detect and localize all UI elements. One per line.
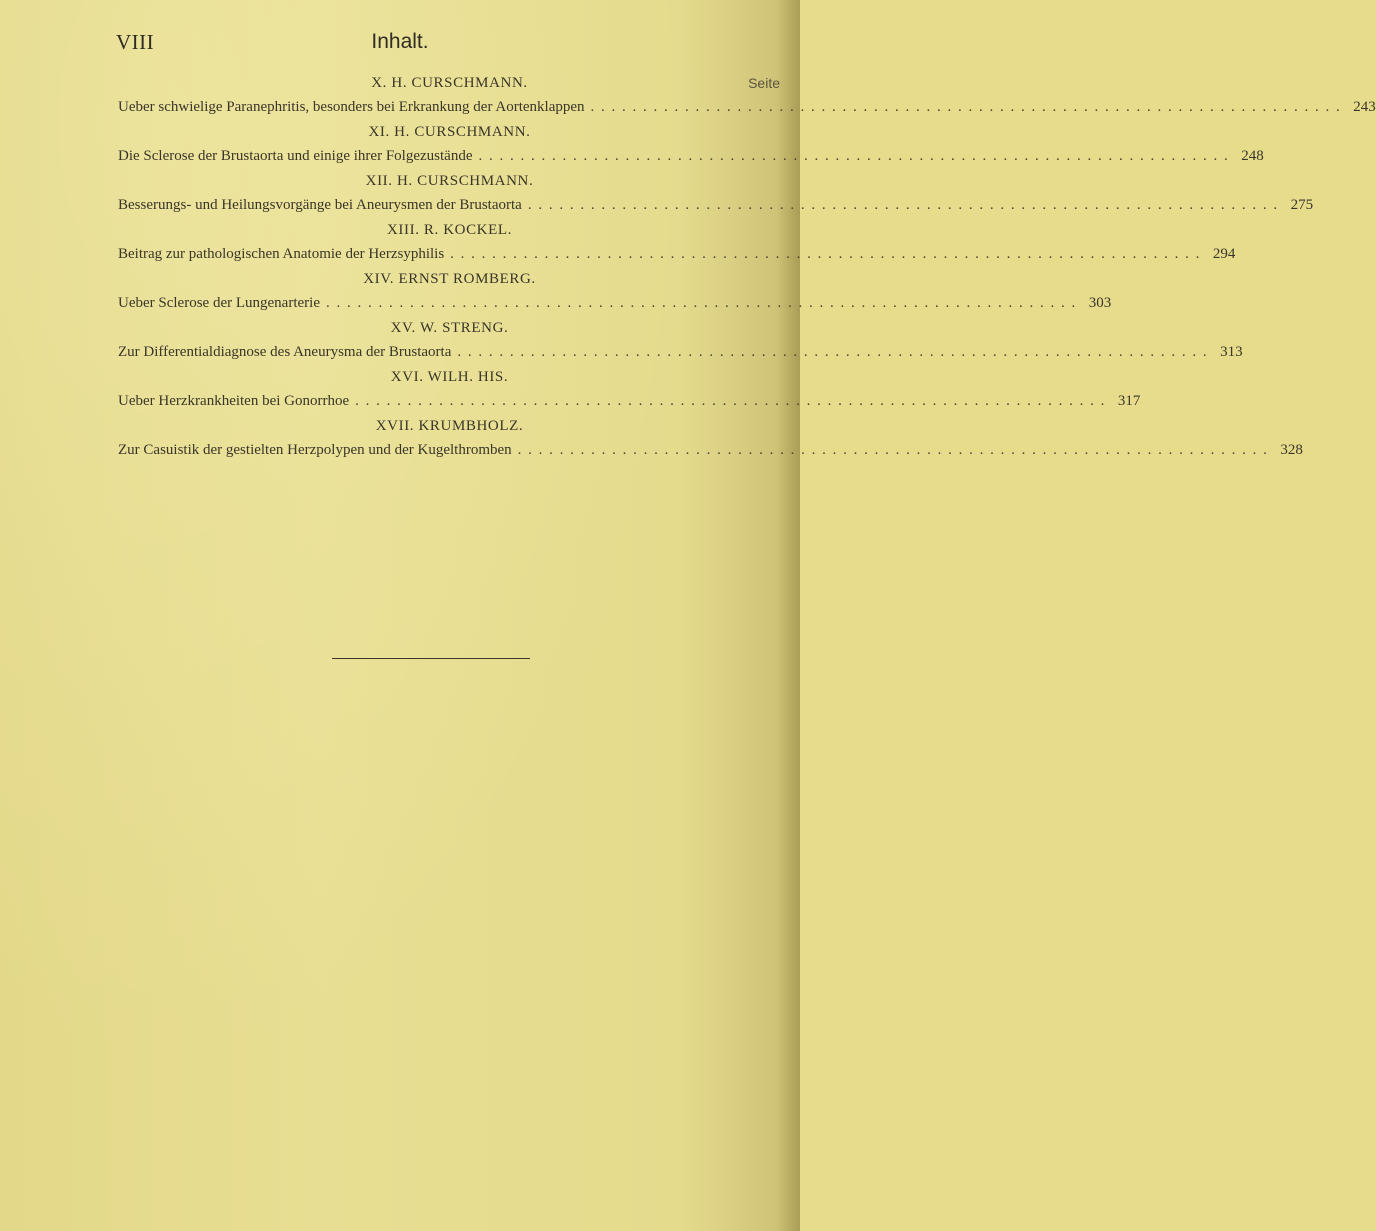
toc-title: Besserungs- und Heilungsvorgänge bei Aneurysmen der Brustaorta [118, 197, 522, 213]
toc-author: XVI. WILH. HIS. [390, 369, 509, 385]
table-of-contents [118, 71, 1376, 463]
toc-title: Ueber Sclerose der Lungenarterie [118, 295, 320, 311]
toc-page: 303 [1088, 295, 1112, 311]
toc-line [118, 340, 1243, 365]
toc-title: Die Sclerose der Brustaorta und einige ihrer Folgezustände [118, 148, 473, 164]
toc-title: Ueber schwielige Paranephritis, besonders bei Erkrankung der Aortenklappen [118, 99, 585, 115]
toc-entry [118, 365, 1141, 414]
page-title: Inhalt. [371, 30, 429, 53]
toc-entry [118, 267, 1112, 316]
toc-author: XII. H. CURSCHMANN. [365, 173, 534, 189]
dot-leader [591, 95, 1340, 120]
end-rule [332, 658, 530, 659]
toc-page: 248 [1241, 148, 1264, 164]
toc-page: 243 [1353, 99, 1376, 115]
toc-author: X. H. CURSCHMANN. [371, 75, 528, 91]
toc-page: 294 [1212, 246, 1236, 262]
toc-author: XI. H. CURSCHMANN. [368, 124, 531, 140]
toc-title: Zur Casuistik der gestielten Herzpolypen und der Kugelthromben [118, 442, 512, 458]
seite-label: Seite [748, 75, 780, 91]
toc-line [118, 438, 1303, 463]
toc-author: XV. W. STRENG. [390, 320, 509, 336]
toc-page: 313 [1220, 344, 1243, 360]
toc-entry [118, 414, 1303, 463]
toc-title: Beitrag zur pathologischen Anatomie der Herzsyphilis [118, 246, 445, 262]
dot-leader [457, 340, 1206, 365]
toc-entry [118, 120, 1264, 169]
toc-line [118, 95, 1376, 120]
toc-page: 328 [1280, 442, 1303, 458]
toc-line [118, 291, 1112, 316]
toc-title: Ueber Herzkrankheiten bei Gonorrhoe [118, 393, 350, 409]
toc-page: 317 [1117, 393, 1141, 409]
dot-leader [450, 242, 1199, 267]
toc-entry [118, 71, 1376, 120]
toc-entry [118, 218, 1236, 267]
toc-line [118, 144, 1264, 169]
toc-page: 275 [1290, 197, 1314, 213]
toc-entry [118, 316, 1243, 365]
dot-leader [478, 144, 1227, 169]
dot-leader [528, 193, 1277, 218]
toc-line [118, 242, 1236, 267]
toc-line [118, 193, 1314, 218]
page-number: VIII [116, 30, 155, 54]
dot-leader [355, 389, 1104, 414]
toc-entry [118, 169, 1314, 218]
toc-author: XVII. KRUMBHOLZ. [375, 418, 524, 434]
toc-title: Zur Differentialdiagnose des Aneurysma der Brustaorta [118, 344, 452, 360]
toc-author: XIV. ERNST ROMBERG. [363, 271, 536, 287]
toc-line [118, 389, 1141, 414]
toc-author: XIII. R. KOCKEL. [386, 222, 512, 238]
dot-leader [518, 438, 1267, 463]
dot-leader [326, 291, 1075, 316]
